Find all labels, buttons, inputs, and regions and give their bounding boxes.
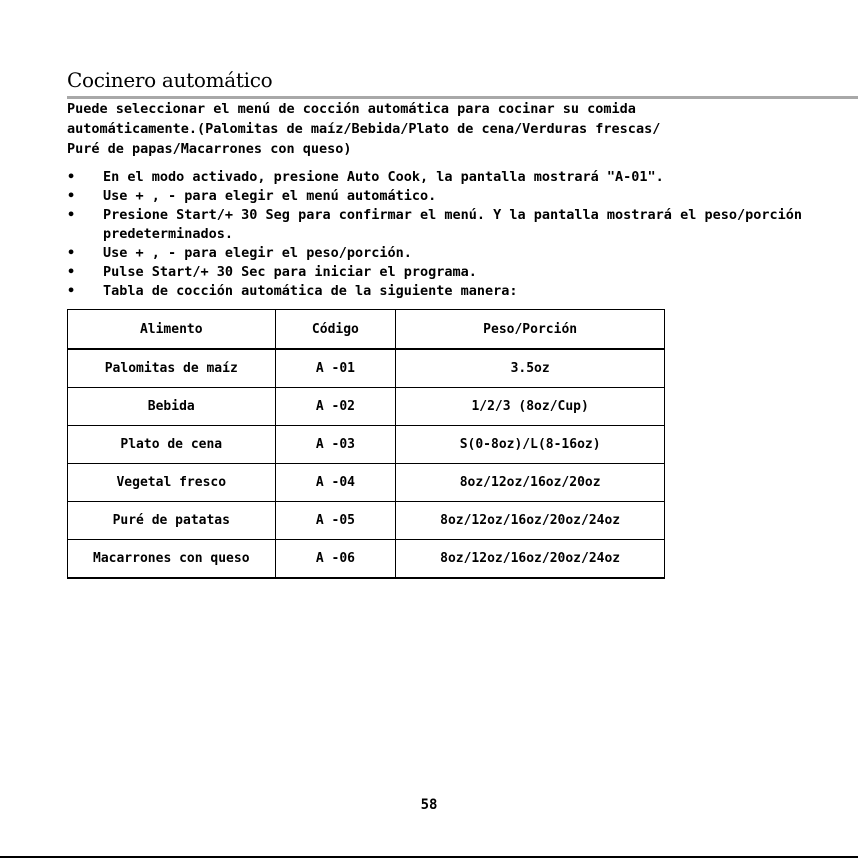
cell-codigo: A -02 bbox=[275, 388, 396, 426]
instruction-text: Use + , - para elegir el peso/porción. bbox=[103, 245, 412, 261]
intro-paragraph bbox=[67, 99, 827, 159]
table-row bbox=[68, 464, 665, 502]
page-number: 58 bbox=[420, 797, 438, 813]
cell-peso: S(0-8oz)/L(8-16oz) bbox=[396, 426, 665, 464]
cell-alimento: Palomitas de maíz bbox=[68, 349, 276, 388]
bullet-icon: • bbox=[67, 245, 76, 261]
header-codigo: Código bbox=[275, 310, 396, 350]
instruction-text: Use + , - para elegir el menú automático. bbox=[103, 188, 437, 204]
cell-codigo: A -01 bbox=[275, 349, 396, 388]
table-row bbox=[68, 388, 665, 426]
section-title: Cocinero automático bbox=[67, 68, 273, 92]
bullet-icon: • bbox=[67, 169, 76, 185]
cell-peso: 8oz/12oz/16oz/20oz/24oz bbox=[396, 540, 665, 579]
instruction-text: Presione Start/+ 30 Seg para confirmar el menú. Y la pantalla mostrará el peso/porción predeterminados. bbox=[103, 207, 802, 242]
bullet-icon: • bbox=[67, 283, 76, 299]
instruction-item bbox=[67, 282, 827, 301]
auto-cook-table bbox=[67, 309, 665, 579]
instruction-text: En el modo activado, presione Auto Cook, la pantalla mostrará "A-01". bbox=[103, 169, 664, 185]
intro-line: Puede seleccionar el menú de cocción automática para cocinar su comida bbox=[67, 101, 636, 117]
table-row bbox=[68, 540, 665, 579]
cell-alimento: Puré de patatas bbox=[68, 502, 276, 540]
header-alimento: Alimento bbox=[68, 310, 276, 350]
table-row bbox=[68, 349, 665, 388]
instruction-item bbox=[67, 263, 827, 282]
table-row bbox=[68, 426, 665, 464]
table-row bbox=[68, 502, 665, 540]
cell-alimento: Vegetal fresco bbox=[68, 464, 276, 502]
bullet-icon: • bbox=[67, 264, 76, 280]
cell-peso: 1/2/3 (8oz/Cup) bbox=[396, 388, 665, 426]
instruction-item bbox=[67, 187, 827, 206]
intro-line: Puré de papas/Macarrones con queso) bbox=[67, 141, 352, 157]
instruction-item bbox=[67, 206, 827, 244]
instruction-text: Pulse Start/+ 30 Sec para iniciar el programa. bbox=[103, 264, 477, 280]
instruction-item bbox=[67, 244, 827, 263]
bullet-icon: • bbox=[67, 207, 76, 223]
cell-alimento: Plato de cena bbox=[68, 426, 276, 464]
bullet-icon: • bbox=[67, 188, 76, 204]
instruction-item bbox=[67, 168, 827, 187]
header-peso-porcion: Peso/Porción bbox=[396, 310, 665, 350]
cell-codigo: A -05 bbox=[275, 502, 396, 540]
cell-codigo: A -06 bbox=[275, 540, 396, 579]
cell-codigo: A -04 bbox=[275, 464, 396, 502]
cell-codigo: A -03 bbox=[275, 426, 396, 464]
table-header-row bbox=[68, 310, 665, 350]
instruction-list bbox=[67, 168, 827, 301]
cell-peso: 8oz/12oz/16oz/20oz/24oz bbox=[396, 502, 665, 540]
intro-line: automáticamente.(Palomitas de maíz/Bebida/Plato de cena/Verduras frescas/ bbox=[67, 121, 661, 137]
instruction-text: Tabla de cocción automática de la siguiente manera: bbox=[103, 283, 518, 299]
cell-alimento: Macarrones con queso bbox=[68, 540, 276, 579]
cell-alimento: Bebida bbox=[68, 388, 276, 426]
cell-peso: 3.5oz bbox=[396, 349, 665, 388]
cell-peso: 8oz/12oz/16oz/20oz bbox=[396, 464, 665, 502]
